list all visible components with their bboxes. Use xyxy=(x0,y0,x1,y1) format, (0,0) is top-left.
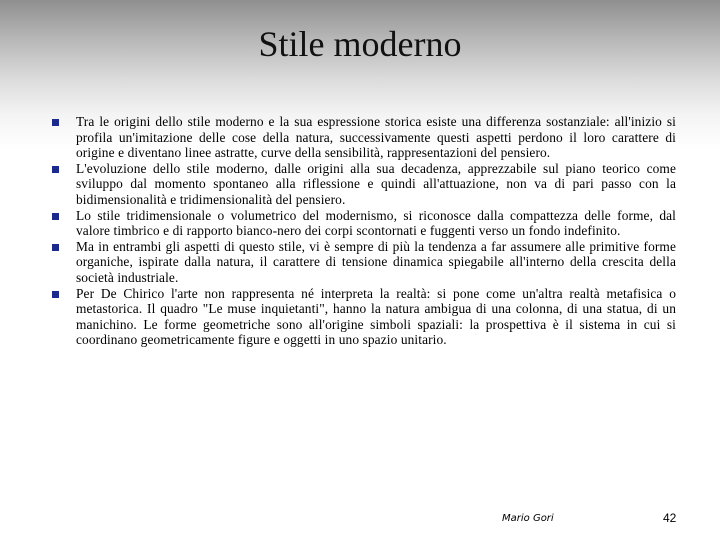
square-bullet-icon xyxy=(52,119,59,126)
square-bullet-icon xyxy=(52,244,59,251)
bullet-text: Per De Chirico l'arte non rappresenta né interpreta la realtà: si pone come un'altra realtà metafisica o metastorica. Il quadro "Le muse inquietanti", hanno la natura ambigua di una colonna, di una statua, di un manichino. Le forme geometriche sono all'origine simboli spaziali: la prospettiva è il sistema in cui si coordinano geometricamente figure e oggetti in uno spazio unitario. xyxy=(76,285,676,348)
page-number: 42 xyxy=(663,511,677,525)
bullet-item xyxy=(0,161,720,208)
bullet-text: Tra le origini dello stile moderno e la sua espressione storica esiste una differenza sostanziale: all'inizio si profila un'imitazione delle cose della natura, successivamente questi aspetti perdono il loro carattere di origine e diventano linee astratte, curve della sensibilità, rappresentazioni del pensiero. xyxy=(76,114,676,161)
footer-author: Mario Gori xyxy=(502,513,554,524)
square-bullet-icon xyxy=(52,213,59,220)
square-bullet-icon xyxy=(52,291,59,298)
bullet-text: Lo stile tridimensionale o volumetrico del modernismo, si riconosce dalla compattezza delle forme, dal valore timbrico e di rapporto bianco-nero dei corpi scontornati e fuggenti verso un fondo indefinito. xyxy=(76,207,676,239)
bullet-list xyxy=(0,114,720,348)
bullet-text: Ma in entrambi gli aspetti di questo stile, vi è sempre di più la tendenza a far assumere alle primitive forme organiche, ispirate dalla natura, il carattere di tensione dinamica spiegabile all'interno della crescita della società industriale. xyxy=(76,238,676,285)
bullet-text: L'evoluzione dello stile moderno, dalle origini alla sua decadenza, apprezzabile sul piano teorico come sviluppo dal momento spontaneo alla riflessione e quindi all'attuazione, non va di pari passo con la bidimensionalità e tridimensionalità del pensiero. xyxy=(76,160,676,207)
slide-title: Stile moderno xyxy=(258,24,462,64)
bullet-item xyxy=(0,239,720,286)
square-bullet-icon xyxy=(52,166,59,173)
bullet-item xyxy=(0,286,720,348)
bullet-item xyxy=(0,114,720,161)
bullet-item xyxy=(0,208,720,239)
